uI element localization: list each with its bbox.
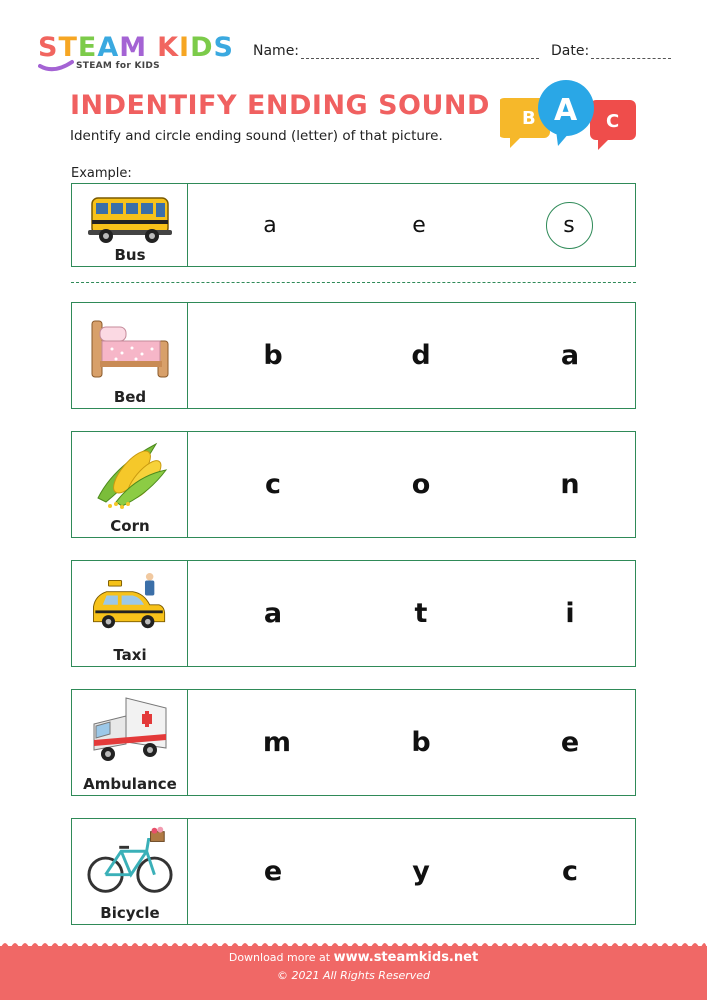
picture-label: Bus	[114, 246, 146, 264]
letter-option-circled[interactable]: s	[563, 213, 575, 238]
letter-option[interactable]: e	[412, 213, 426, 238]
taxi-icon	[86, 569, 174, 635]
brand-letter: E	[77, 32, 98, 63]
brand-tagline: STEAM for KIDS	[76, 61, 160, 71]
letter-option[interactable]: i	[565, 598, 575, 629]
letter-option[interactable]: t	[414, 598, 428, 629]
picture-label: Bicycle	[100, 904, 160, 922]
example-label: Example:	[71, 166, 132, 181]
picture-cell	[72, 690, 188, 795]
brand-letter: I	[179, 32, 191, 63]
letter-option[interactable]: y	[412, 856, 430, 887]
letter-option[interactable]: e	[560, 727, 580, 758]
abc-bubbles-icon	[500, 80, 640, 160]
letter-option[interactable]: n	[560, 469, 580, 500]
brand-letter: T	[58, 32, 78, 63]
exercise-row	[71, 560, 636, 667]
date-label: Date:	[551, 43, 590, 59]
letter-option[interactable]: m	[262, 727, 292, 758]
picture-label: Corn	[110, 517, 150, 535]
picture-cell	[72, 561, 188, 666]
picture-label: Taxi	[113, 646, 147, 664]
date-field[interactable]	[591, 58, 671, 59]
badge-b-letter: B	[522, 108, 536, 129]
corn-icon	[86, 436, 174, 512]
exercise-row	[71, 818, 636, 925]
bed-icon	[86, 311, 174, 383]
exercise-row	[71, 689, 636, 796]
brand-letter: M	[119, 32, 148, 63]
letter-option[interactable]: c	[264, 469, 281, 500]
picture-cell	[72, 432, 188, 537]
dashed-divider	[71, 282, 636, 283]
footer-copyright: © 2021 All Rights Reserved	[276, 969, 430, 982]
picture-label: Ambulance	[83, 775, 177, 793]
bus-icon	[86, 192, 174, 248]
ambulance-icon	[86, 694, 174, 770]
brand-letter: D	[190, 32, 214, 63]
footer-download	[0, 950, 707, 965]
brand-letter: A	[97, 32, 120, 63]
picture-cell	[72, 819, 188, 924]
letter-option[interactable]: c	[561, 856, 578, 887]
footer-download-prefix: Download more at	[228, 951, 331, 964]
picture-cell	[72, 303, 188, 408]
letter-option[interactable]: b	[263, 340, 283, 371]
swoosh-icon	[38, 58, 74, 74]
bicycle-icon	[86, 825, 174, 897]
instruction-text: Identify and circle ending sound (letter) of that picture.	[70, 128, 443, 144]
letter-option[interactable]: o	[411, 469, 431, 500]
badge-a-letter: A	[554, 93, 578, 128]
letter-option[interactable]: a	[560, 340, 580, 371]
name-label: Name:	[253, 43, 300, 59]
example-row	[71, 183, 636, 267]
exercise-row	[71, 302, 636, 409]
letter-option[interactable]: e	[263, 856, 283, 887]
footer-site-link[interactable]: www.steamkids.net	[333, 950, 479, 965]
badge-c-letter: C	[606, 111, 620, 132]
name-field[interactable]	[301, 58, 539, 59]
brand-letter: S	[213, 32, 234, 63]
brand-letter: K	[157, 32, 180, 63]
picture-cell	[72, 184, 188, 266]
letter-option[interactable]: d	[411, 340, 431, 371]
bubble-c-icon	[590, 100, 636, 150]
steam-kids-logo	[38, 34, 238, 76]
letter-option[interactable]: b	[411, 727, 431, 758]
exercise-row	[71, 431, 636, 538]
brand-letter: S	[38, 32, 59, 63]
worksheet-title: INDENTIFY ENDING SOUND	[70, 90, 490, 121]
picture-label: Bed	[113, 388, 147, 406]
letter-option[interactable]: a	[263, 213, 277, 238]
letter-option[interactable]: a	[263, 598, 283, 629]
